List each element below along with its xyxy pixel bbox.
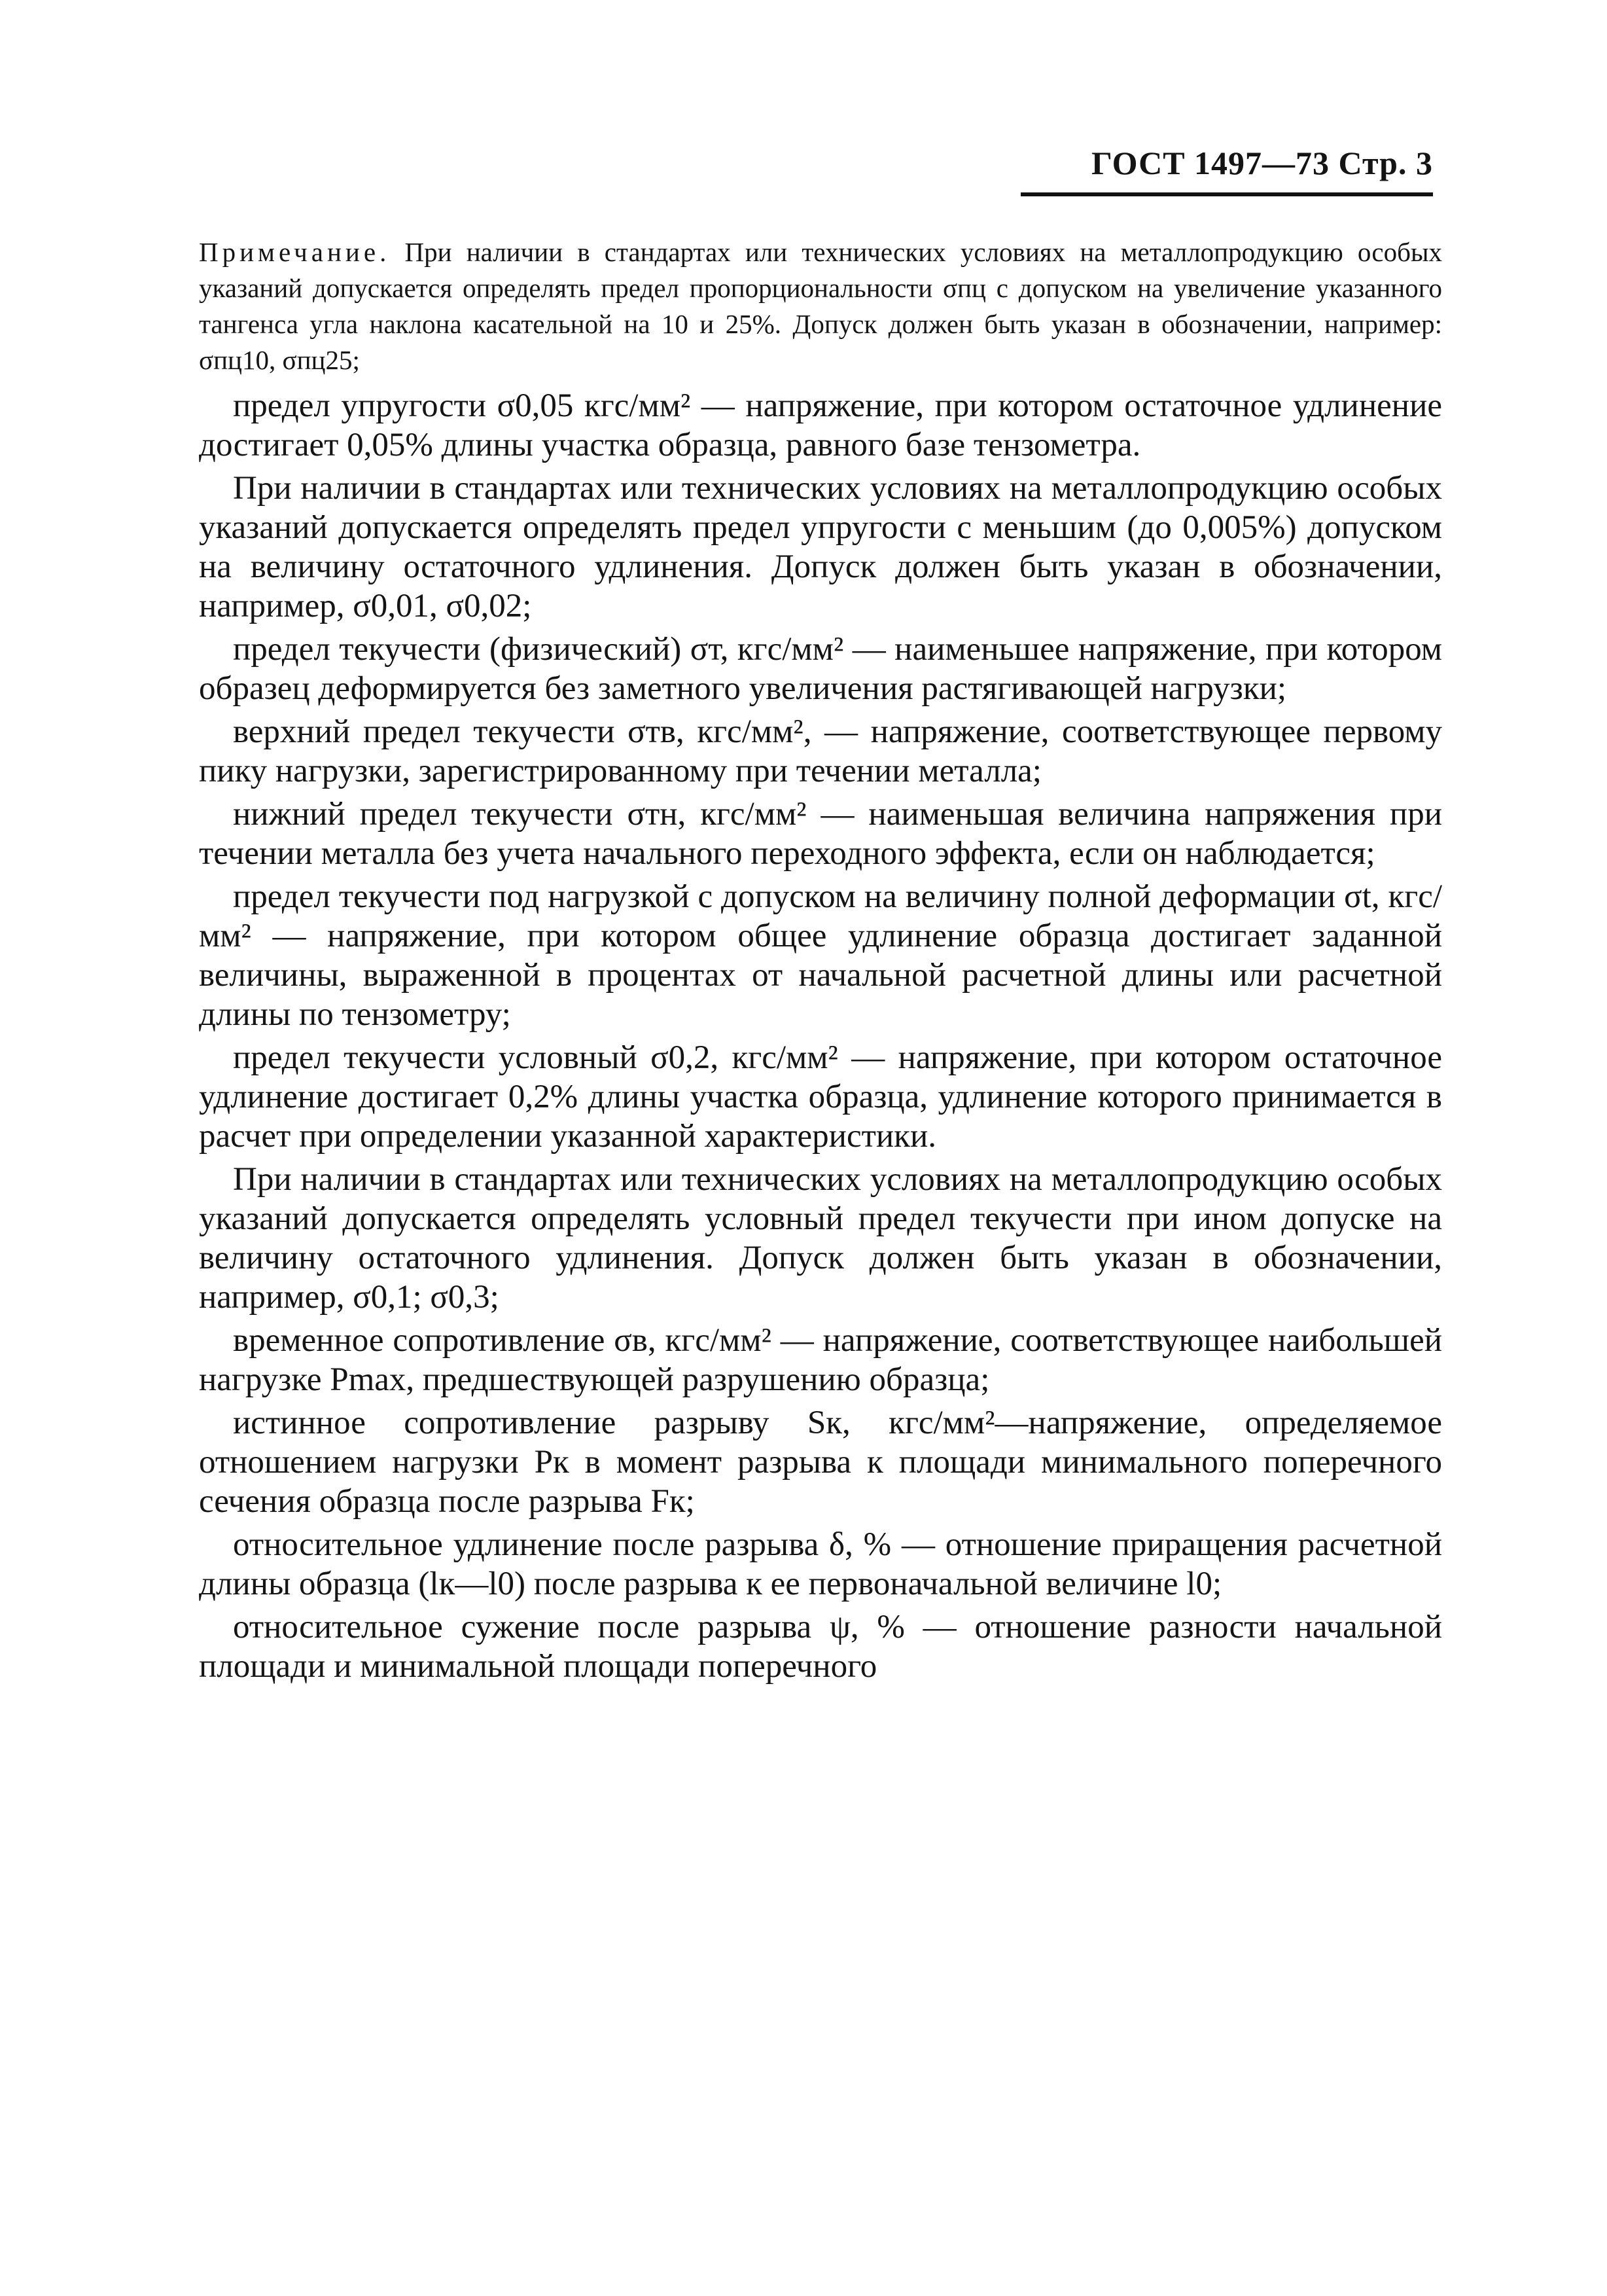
paragraph-elongation: относительное удлинение после разрыва δ, % — отношение приращения расчетной длины образца (lк—l0) после разрыва к ее первоначальной величине l0; [199, 1526, 1442, 1602]
paragraph-elastic-tolerance: При наличии в стандартах или технических условиях на металлопродукцию особых указаний допускается определять предел упругости с меньшим (до 0,005%) допуском на величину остаточного удлинения. Допуск должен быть указан в обозначении, например, σ0,01, σ0,02; [199, 470, 1442, 624]
paragraph-reduction-area: относительное сужение после разрыва ψ, % — отношение разности начальной площади и минимальной площади поперечного [199, 1609, 1442, 1685]
paragraph-lower-yield: нижний предел текучести σтн, кгс/мм² — наименьшая величина напряжения при течении металла без учета начального переходного эффекта, если он наблюдается; [199, 796, 1442, 872]
note-text: При наличии в стандартах или технических условиях на металлопродукцию особых указаний допускается определять предел пропорциональности σпц с допуском на увеличение указанного тангенса угла наклона касательной на 10 и 25%. Допуск должен быть указан в обозначении, например: σпц10, σпц25; [199, 237, 1442, 375]
note-lead: Примечание. [199, 237, 391, 267]
paragraph-elastic-limit: предел упругости σ0,05 кгс/мм² — напряжение, при котором остаточное удлинение достигает 0,05% длины участка образца, равного базе тензометра. [199, 387, 1442, 463]
header-rule [1021, 192, 1433, 196]
note-block [199, 234, 1442, 378]
paragraph-true-fracture: истинное сопротивление разрыву Sк, кгс/мм²—напряжение, определяемое отношением нагрузки Pк в момент разрыва к площади минимального поперечного сечения образца после разрыва Fк; [199, 1405, 1442, 1520]
paragraph-yield-tolerance: При наличии в стандартах или технических условиях на металлопродукцию особых указаний допускается определять условный предел текучести при ином допуске на величину остаточного удлинения. Допуск должен быть указан в обозначении, например, σ0,1; σ0,3; [199, 1161, 1442, 1316]
paragraph-upper-yield: верхний предел текучести σтв, кгс/мм², — напряжение, соответствующее первому пику нагрузки, зарегистрированному при течении металла; [199, 713, 1442, 789]
body-text [199, 386, 1442, 1686]
paragraph-yield-physical: предел текучести (физический) σт, кгс/мм² — наименьшее напряжение, при котором образец деформируется без заметного увеличения растягивающей нагрузки; [199, 631, 1442, 707]
paragraph-yield-total-strain: предел текучести под нагрузкой с допуском на величину полной деформации σt, кгс/мм² — напряжение, при котором общее удлинение образца достигает заданной величины, выраженной в процентах от начальной расчетной длины или расчетной длины по тензометру; [199, 878, 1442, 1033]
page-header: ГОСТ 1497—73 Стр. 3 [1091, 145, 1433, 181]
paragraph-yield-conditional: предел текучести условный σ0,2, кгс/мм² — напряжение, при котором остаточное удлинение достигает 0,2% длины участка образца, удлинение которого принимается в расчет при определении указанной характеристики. [199, 1039, 1442, 1155]
paragraph-tensile-strength: временное сопротивление σв, кгс/мм² — напряжение, соответствующее наибольшей нагрузке Pmax, предшествующей разрушению образца; [199, 1322, 1442, 1398]
